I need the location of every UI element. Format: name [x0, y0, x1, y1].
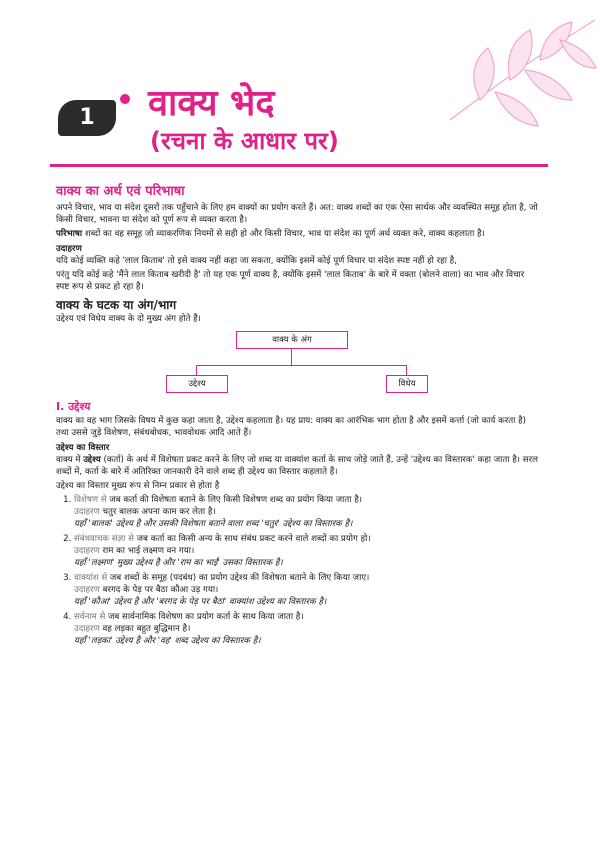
item-term: वाक्यांश से — [74, 573, 108, 583]
definition-term: परिभाषा — [56, 229, 83, 239]
list-item — [74, 572, 540, 608]
item-example-label: उदाहरण — [74, 546, 100, 556]
example-line-1: यदि कोई व्यक्ति कहे 'लाल किताब' तो इसे वाक्य नहीं कहा जा सकता, क्योंकि इसमें कोई पूर्ण विचार या संदेश स्पष्ट नहीं हो रहा है, — [56, 256, 457, 266]
item-example: वह लड़का बहुत बुद्धिमान है। — [99, 624, 191, 634]
item-note: यहाँ 'कौआ' उद्देश्य है और 'बरगद के पेड़ पर बैठा' वाक्यांश उद्देश्य का विस्तारक है। — [74, 597, 327, 607]
diagram-connector — [196, 365, 406, 366]
chapter-title: वाक्य भेद — [148, 83, 275, 124]
diagram-connector — [406, 365, 407, 375]
expansion-list — [56, 494, 540, 647]
chapter-header — [58, 84, 538, 164]
definition-text: शब्दों का वह समूह जो व्याकरणिक नियमों से सही हो और किसी विचार, भाव या संदेश का पूर्ण अर्थ व्यक्त करे, वाक्य कहलाता है। — [82, 229, 485, 239]
item-example: बरगद के पेड़ पर बैठा कौआ उड़ गया। — [99, 585, 219, 595]
list-item — [74, 494, 540, 530]
item-example-label: उदाहरण — [74, 624, 100, 634]
expansion-bold-term: उद्देश्य — [83, 455, 101, 465]
parts-diagram — [56, 329, 540, 395]
expansion-paragraph — [56, 454, 540, 478]
item-note: यहाँ 'लक्ष्मण' मुख्य उद्देश्य है और 'राम का भाई' उसका विस्तारक है। — [74, 558, 283, 568]
example-line-2: परंतु यदि कोई कहे 'मैंने लाल किताब खरीदी है' तो यह एक पूर्ण वाक्य है, क्योंकि इसमें 'लाल किताब' के बारे में वक्ता (बोलने वाला) का भाव और विचार स्पष्ट रूप से प्रकट हो रहा है। — [56, 270, 525, 292]
item-note: यहाँ 'लड़का' उद्देश्य है और 'वह' शब्द उद्देश्य का विस्तारक है। — [74, 636, 261, 646]
item-text: जब कर्ता की विशेषता बताने के लिए किसी विशेषण शब्द का प्रयोग किया जाता है। — [106, 495, 363, 505]
diagram-right-box: विधेय — [386, 375, 428, 393]
item-term: संबंधवाचक संज्ञा से — [74, 534, 134, 544]
chapter-number-badge: 1 — [58, 100, 116, 136]
expansion-heading: उद्देश्य का विस्तार — [56, 443, 110, 453]
item-text: जब सार्वनामिक विशेषण का प्रयोग कर्ता के साथ किया जाता है। — [105, 612, 304, 622]
diagram-root-box: वाक्य के अंग — [236, 331, 348, 349]
badge-dot-icon — [120, 94, 130, 104]
item-note: यहाँ 'बालक' उद्देश्य है और उसकी विशेषता बताने वाला शब्द 'चतुर' उद्देश्य का विस्तारक है। — [74, 519, 353, 529]
chapter-subtitle: (रचना के आधार पर) — [150, 127, 339, 155]
section-heading-meaning: वाक्य का अर्थ एवं परिभाषा — [56, 184, 185, 199]
item-example: चतुर बालक अपना काम कर लेता है। — [99, 507, 216, 517]
subject-paragraph: वाक्य का वह भाग जिसके विषय में कुछ कहा जाता है, उद्देश्य कहलाता है। यह प्राय: वाक्य का आरंभिक भाग होता है और इसमें कर्त्ता (जो कार्य करता है) तथा उससे जुड़े विशेषण, संबंधबोधक, भाववोधक आदि आते हैं। — [56, 416, 527, 438]
diagram-connector — [291, 349, 292, 365]
diagram-left-box: उद्देश्य — [166, 375, 228, 393]
list-intro: उद्देश्य का विस्तार मुख्य रूप से निम्न प्रकार से होता है — [56, 481, 220, 491]
intro-paragraph: अपने विचार, भाव या संदेश दूसरों तक पहुँचाने के लिए हम वाक्यों का प्रयोग करते हैं। अत: वाक्य शब्दों का एक ऐसा सार्थक और व्यवस्थित समूह होता है, जो किसी विचार, भावना या संदेश को पूर्ण रूप से व्यक्त करता है। — [56, 203, 538, 225]
item-example-label: उदाहरण — [74, 507, 100, 517]
section-heading-subject: I. उद्देश्य — [56, 400, 91, 413]
item-term: सर्वनाम से — [74, 612, 106, 622]
definition-paragraph — [56, 228, 540, 240]
expansion-text-post: (कर्ता) के अर्थ में विशेषता प्रकट करने के लिए जो शब्द या वाक्यांश कर्ता के साथ जोड़े जाते हैं, उन्हें 'उद्देश्य का विस्तारक' कहा जाता है। सरल शब्दों में, कर्ता के बारे में अतिरिक्त जानकारी देने वाले शब्द ही उद्देश्य का विस्तार कहलाते हैं। — [56, 455, 538, 477]
parts-intro: उद्देश्य एवं विधेय वाक्य के दो मुख्य अंग होते हैं। — [56, 314, 201, 324]
item-text: जब कर्ता का किसी अन्य के साथ संबंध प्रकट करने वाले शब्दों का प्रयोग हो। — [133, 534, 371, 544]
item-term: विशेषण से — [74, 495, 107, 505]
item-example-label: उदाहरण — [74, 585, 100, 595]
diagram-connector — [196, 365, 197, 375]
expansion-text-pre: वाक्य में — [56, 455, 84, 465]
section-heading-parts: वाक्य के घटक या अंग/भाग — [56, 298, 177, 312]
example-heading: उदाहरण — [56, 244, 82, 254]
item-example: राम का भाई लक्ष्मण वन गया। — [99, 546, 195, 556]
list-item — [74, 611, 540, 647]
header-divider — [50, 164, 548, 167]
page-content — [56, 182, 540, 650]
list-item — [74, 533, 540, 569]
item-text: जब शब्दों के समूह (पदबंध) का प्रयोग उद्देश्य की विशेषता बताने के लिए किया जाए। — [107, 573, 370, 583]
